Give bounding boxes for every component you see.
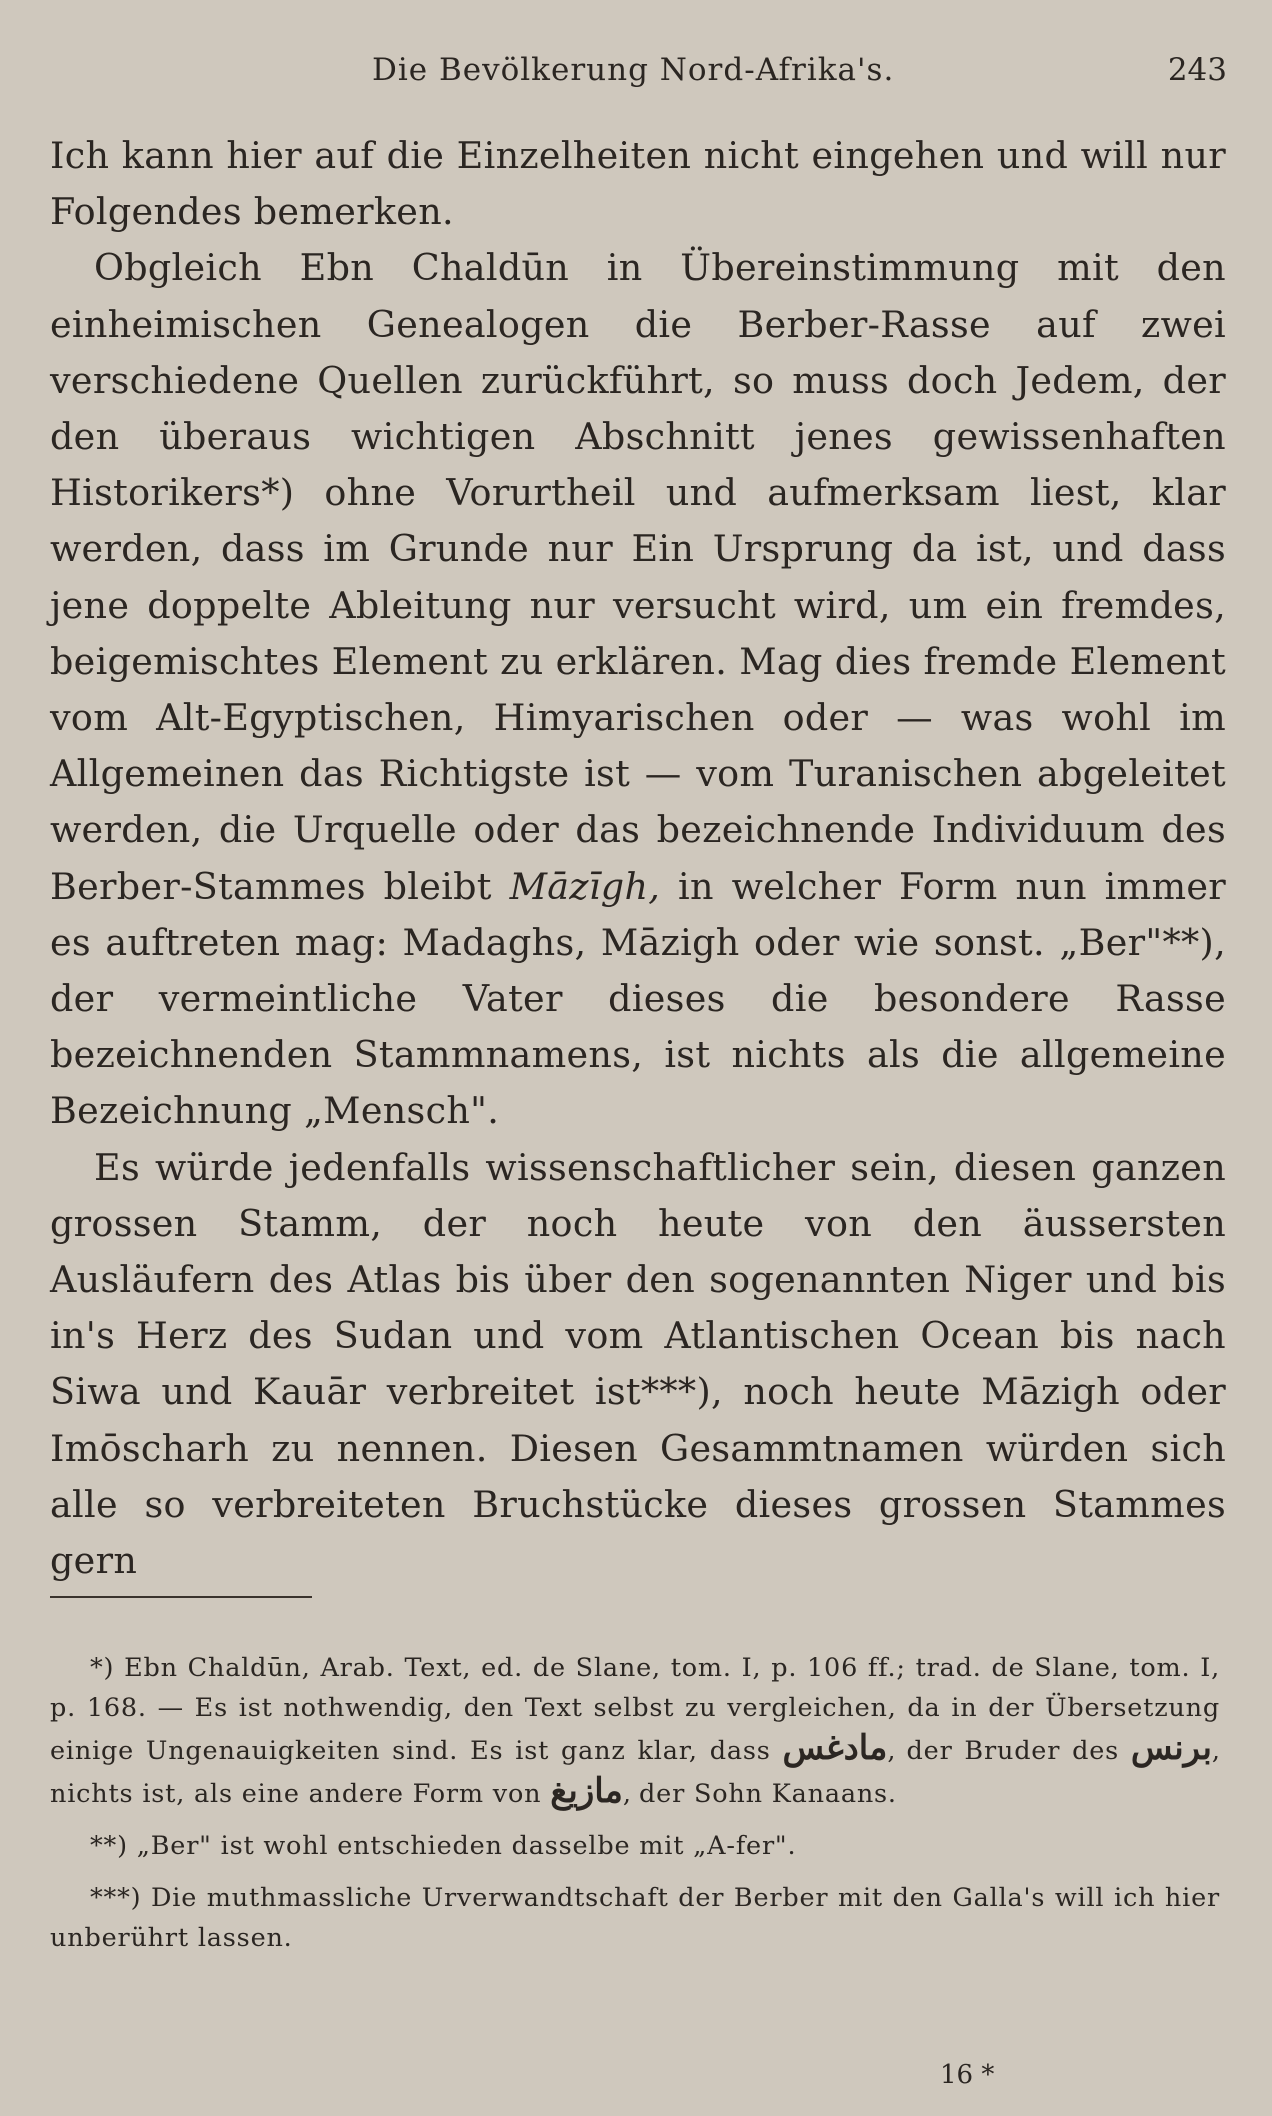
paragraph-1: Ich kann hier auf die Einzelheiten nicht eingehen und will nur Folgendes bemerken. [50, 134, 1226, 234]
printer-signature: 16 * [940, 2060, 995, 2090]
paragraph-2-italic-term: Māzīgh, [509, 864, 661, 908]
footnote-1-text-d: , der Sohn Kanaans. [622, 1779, 897, 1809]
footnote-1-arabic-3: مازيغ [550, 1771, 623, 1811]
footnote-1-text-c: , nichts ist, als eine andere Form von [50, 1736, 1221, 1809]
footnote-1-arabic-1: مادغس [782, 1728, 888, 1768]
footnote-rule [50, 1596, 312, 1598]
paragraph-3: Es würde jedenfalls wissenschaftlicher sein, diesen ganzen grossen Stamm, der noch heute von den äussersten Ausläufern des Atlas bis über den sogenannten Niger und bis in's Herz des Sudan und vom Atlantischen Ocean bis nach Siwa und Kauār verbreitet ist***), noch heute Māzigh oder Imōscharh zu nennen. Diesen Gesammtnamen würden sich alle so verbreiteten Bruchstücke dieses grossen Stammes gern [50, 1145, 1226, 1583]
footnote-1 [50, 1648, 1220, 1814]
footnotes [50, 1648, 1220, 1970]
running-head: Die Bevölkerung Nord-Afrika's. [372, 52, 895, 88]
footnote-1-text-a: *) Ebn Chaldūn, Arab. Text, ed. de Slane, tom. I, p. 106 ff.; trad. de Slane, tom. I, p. 168. — Es ist nothwendig, den Text selbst zu vergleichen, da in der Übersetzung einige Ungenauigkeiten sind. Es ist ganz klar, dass [50, 1653, 1220, 1766]
paragraph-2 [50, 240, 1226, 1139]
paragraph-2-text-b: in welcher Form nun immer es auftreten mag: Madaghs, Māzigh oder wie sonst. „Ber"**), der vermeintliche Vater dieses die besondere Rasse bezeichnenden Stammnamens, ist nichts als die allgemeine Bezeichnung „Mensch". [50, 864, 1227, 1133]
footnote-1-arabic-2: برنس [1130, 1728, 1212, 1768]
page-header [0, 52, 1272, 102]
footnote-2: **) „Ber" ist wohl entschieden dasselbe mit „A-fer". [90, 1831, 797, 1861]
footnote-3: ***) Die muthmassliche Urverwandtschaft der Berber mit den Galla's will ich hier unberührt lassen. [50, 1883, 1220, 1953]
main-text [50, 128, 1226, 1589]
page-number: 243 [1167, 52, 1227, 88]
footnote-1-text-b: , der Bruder des [887, 1736, 1119, 1766]
paragraph-2-text-a: Obgleich Ebn Chaldūn in Übereinstimmung mit den einheimischen Genealogen die Berber-Rasse auf zwei verschiedene Quellen zurückführt, so muss doch Jedem, der den überaus wichtigen Abschnitt jenes gewissenhaften Historikers*) ohne Vorurtheil und aufmerksam liest, klar werden, dass im Grunde nur Ein Ursprung da ist, und dass jene doppelte Ableitung nur versucht wird, um ein fremdes, beigemischtes Element zu erklären. Mag dies fremde Element vom Alt-Egyptischen, Himyarischen oder — was wohl im Allgemeinen das Richtigste ist — vom Turanischen abgeleitet werden, die Urquelle oder das bezeichnende Individuum des Berber-Stammes bleibt [50, 246, 1226, 908]
